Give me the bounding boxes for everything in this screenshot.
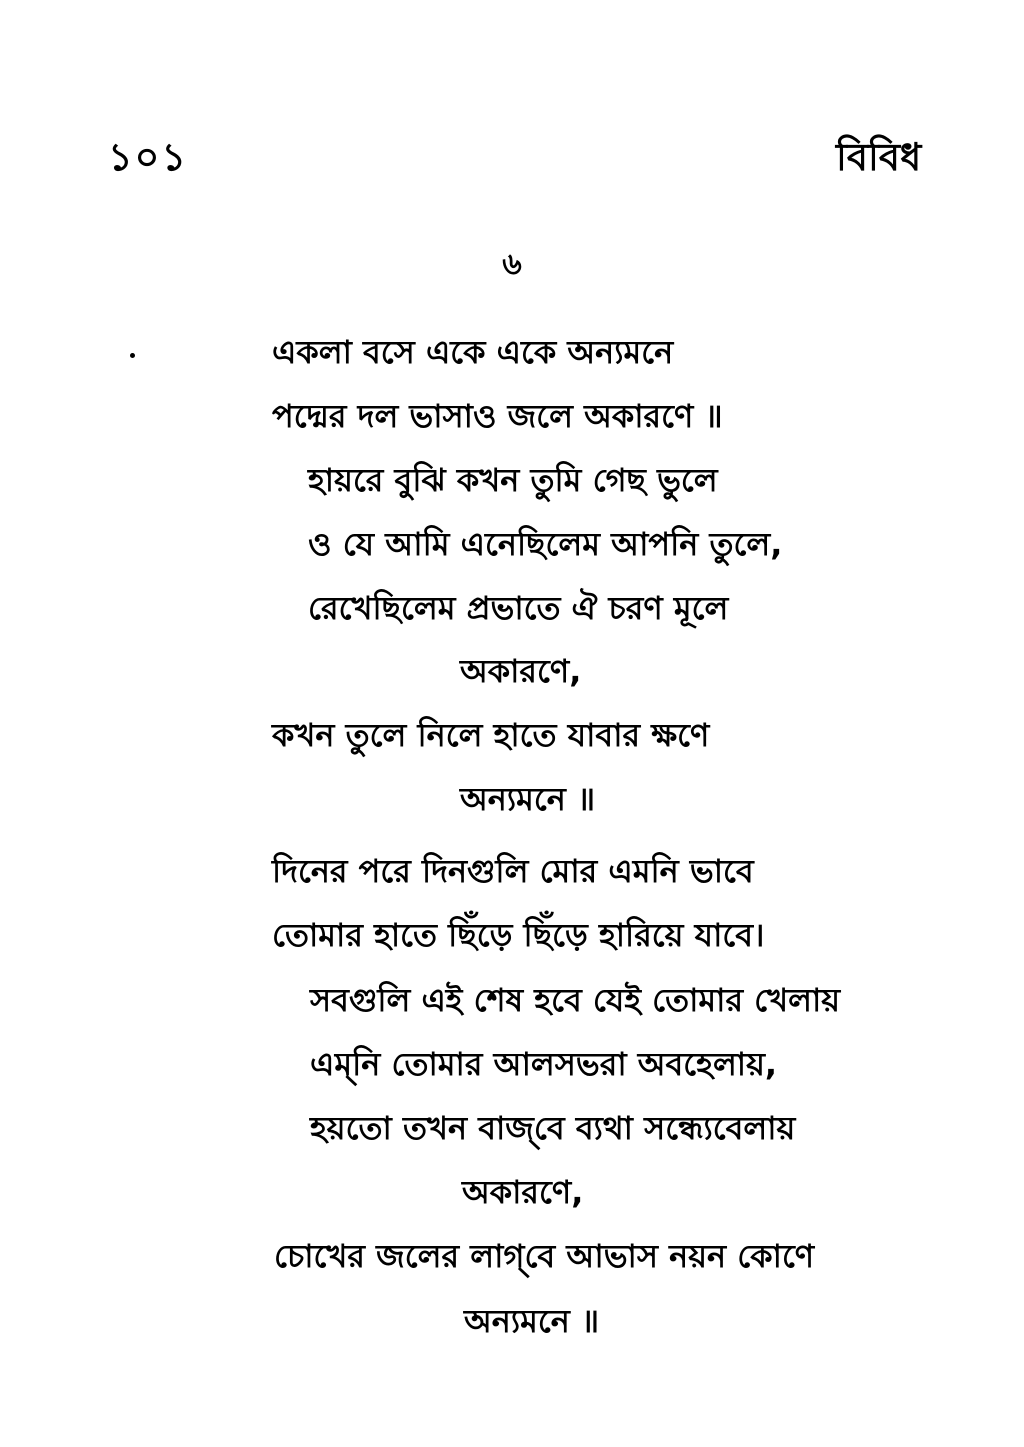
poem-line: এম্‌নি তোমার আলসভরা অবহেলায়, <box>310 1045 778 1083</box>
poem-line: তোমার হাতে ছিঁড়ে ছিঁড়ে হারিয়ে যাবে। <box>272 916 765 954</box>
poem-line: অকারণে, <box>460 652 582 690</box>
poem-line: হায়রে বুঝি কখন তুমি গেছ ভুলে <box>308 461 718 499</box>
poem-line: অন্যমনে ॥ <box>464 1302 600 1340</box>
poem-line: রেখেছিলেম প্রভাতে ঐ চরণ মূলে <box>308 589 729 627</box>
poem-line: চোখের জলের লাগ্‌বে আভাস নয়ন কোণে <box>274 1237 815 1275</box>
stray-mark <box>130 353 135 358</box>
poem-number: ৬ <box>502 247 522 282</box>
poem-line: দিনের পরে দিনগুলি মোর এমনি ভাবে <box>272 852 754 890</box>
page-number: ১০১ <box>108 135 189 179</box>
poem-line: সবগুলি এই শেষ হবে যেই তোমার খেলায় <box>310 981 841 1019</box>
section-title: বিবিধ <box>836 135 922 179</box>
poem-line: কখন তুলে নিলে হাতে যাবার ক্ষণে <box>272 716 710 754</box>
poem-line: ও যে আমি এনেছিলেম আপনি তুলে, <box>308 525 783 563</box>
poem-line: একলা বসে একে একে অন্যমনে <box>272 333 674 371</box>
poem-line: পদ্মের দল ভাসাও জলে অকারণে ॥ <box>272 397 723 435</box>
poem-line: হয়তো তখন বাজ্‌বে ব্যথা সন্ধ্যেবেলায় <box>310 1109 796 1147</box>
poem-line: অকারণে, <box>462 1173 584 1211</box>
poem-line: অন্যমনে ॥ <box>460 780 596 818</box>
